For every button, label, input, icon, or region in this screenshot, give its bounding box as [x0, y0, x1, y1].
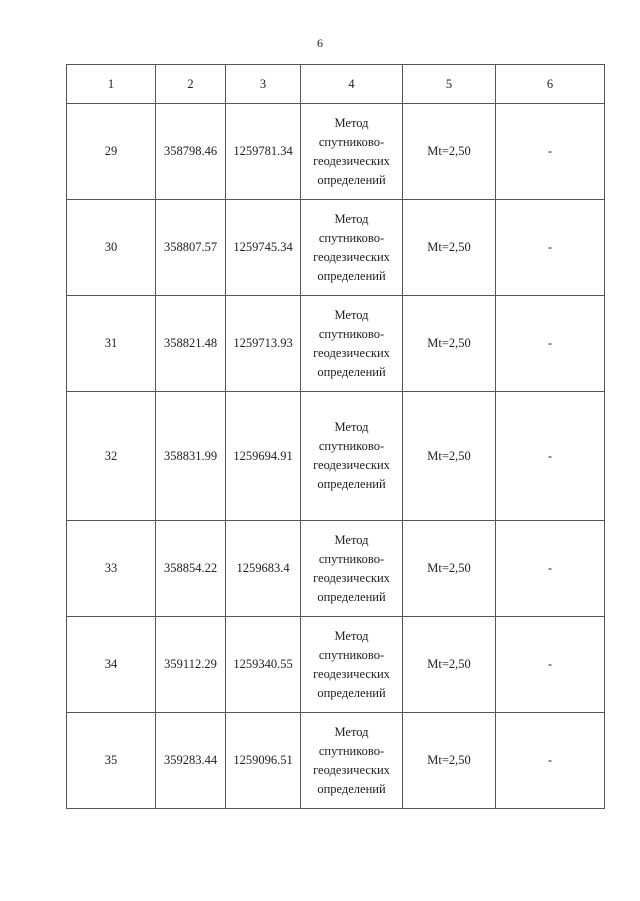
- x-coordinate-cell: 359283.44: [156, 713, 226, 809]
- accuracy-cell: Mt=2,50: [403, 617, 496, 713]
- method-text: геодезических: [313, 570, 390, 585]
- method-text: Метод: [334, 307, 369, 322]
- header-cell: 4: [301, 65, 403, 104]
- page-number: 6: [317, 36, 323, 50]
- table-header-row: [67, 65, 605, 104]
- method-text: спутниково-: [318, 647, 385, 662]
- method-cell: [301, 200, 403, 296]
- table-row: [67, 521, 605, 617]
- table-row: [67, 617, 605, 713]
- note-cell: -: [496, 296, 605, 392]
- point-number-cell: 30: [67, 200, 156, 296]
- x-coordinate-cell: 358831.99: [156, 392, 226, 521]
- header-cell: 3: [226, 65, 301, 104]
- method-text: спутниково-: [318, 439, 385, 453]
- method-text: спутниково-: [318, 230, 385, 245]
- method-text: Метод: [334, 420, 369, 434]
- table-row: [67, 296, 605, 392]
- y-coordinate-cell: 1259713.93: [226, 296, 301, 392]
- header-cell: 1: [67, 65, 156, 104]
- note-cell: -: [496, 617, 605, 713]
- method-text: спутниково-: [318, 326, 385, 341]
- method-text: геодезических: [313, 345, 390, 360]
- point-number-cell: 32: [67, 392, 156, 521]
- y-coordinate-cell: 1259694.91: [226, 392, 301, 521]
- method-text: Метод: [334, 211, 369, 226]
- y-coordinate-cell: 1259745.34: [226, 200, 301, 296]
- point-number-cell: 33: [67, 521, 156, 617]
- coordinates-table: [66, 64, 605, 809]
- header-cell: 6: [496, 65, 605, 104]
- method-text: определений: [317, 589, 386, 604]
- method-cell: [301, 521, 403, 617]
- y-coordinate-cell: 1259781.34: [226, 104, 301, 200]
- method-text: определений: [317, 781, 386, 796]
- x-coordinate-cell: 358821.48: [156, 296, 226, 392]
- method-text: геодезических: [313, 762, 390, 777]
- method-text: Метод: [334, 628, 369, 643]
- accuracy-cell: Mt=2,50: [403, 392, 496, 521]
- header-cell: 2: [156, 65, 226, 104]
- method-text: определений: [317, 477, 386, 491]
- x-coordinate-cell: 358854.22: [156, 521, 226, 617]
- method-text: спутниково-: [318, 134, 385, 149]
- accuracy-cell: Mt=2,50: [403, 200, 496, 296]
- method-text: Метод: [334, 532, 369, 547]
- accuracy-cell: Mt=2,50: [403, 521, 496, 617]
- point-number-cell: 29: [67, 104, 156, 200]
- point-number-cell: 31: [67, 296, 156, 392]
- method-text: геодезических: [313, 249, 390, 264]
- y-coordinate-cell: 1259683.4: [226, 521, 301, 617]
- x-coordinate-cell: 358798.46: [156, 104, 226, 200]
- table-row: [67, 392, 605, 521]
- y-coordinate-cell: 1259096.51: [226, 713, 301, 809]
- method-cell: [301, 104, 403, 200]
- method-text: геодезических: [313, 153, 390, 168]
- method-text: Метод: [334, 724, 369, 739]
- method-text: определений: [317, 685, 386, 700]
- x-coordinate-cell: 358807.57: [156, 200, 226, 296]
- method-cell: [301, 713, 403, 809]
- note-cell: -: [496, 104, 605, 200]
- method-text: определений: [317, 364, 386, 379]
- accuracy-cell: Mt=2,50: [403, 104, 496, 200]
- table-row: [67, 713, 605, 809]
- header-cell: 5: [403, 65, 496, 104]
- point-number-cell: 34: [67, 617, 156, 713]
- method-text: определений: [317, 268, 386, 283]
- table-row: [67, 200, 605, 296]
- accuracy-cell: Mt=2,50: [403, 713, 496, 809]
- note-cell: -: [496, 392, 605, 521]
- note-cell: -: [496, 521, 605, 617]
- method-cell: [301, 617, 403, 713]
- accuracy-cell: Mt=2,50: [403, 296, 496, 392]
- x-coordinate-cell: 359112.29: [156, 617, 226, 713]
- method-cell: [301, 392, 403, 521]
- method-text: определений: [317, 172, 386, 187]
- method-text: спутниково-: [318, 743, 385, 758]
- method-text: геодезических: [313, 458, 390, 472]
- table-row: [67, 104, 605, 200]
- method-text: спутниково-: [318, 551, 385, 566]
- method-text: геодезических: [313, 666, 390, 681]
- method-cell: [301, 296, 403, 392]
- method-text: Метод: [334, 115, 369, 130]
- note-cell: -: [496, 200, 605, 296]
- note-cell: -: [496, 713, 605, 809]
- point-number-cell: 35: [67, 713, 156, 809]
- y-coordinate-cell: 1259340.55: [226, 617, 301, 713]
